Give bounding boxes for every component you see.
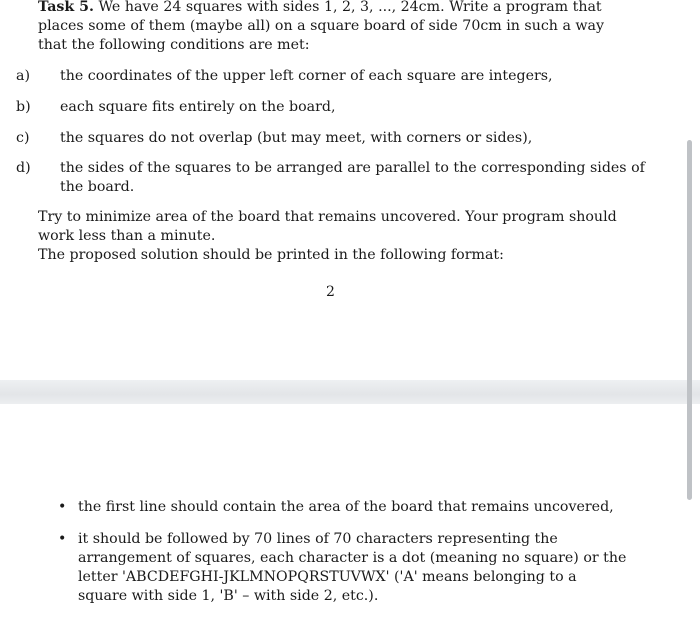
condition-text: each square fits entirely on the board, (60, 99, 336, 115)
bullet-icon: • (58, 531, 67, 547)
condition-b (16, 98, 650, 117)
condition-c (16, 129, 650, 148)
condition-label: d) (16, 160, 31, 176)
format-paragraph: The proposed solution should be printed in the following format: (38, 247, 504, 263)
condition-a (16, 67, 650, 86)
bullet-text: it should be followed by 70 lines of 70 characters representing the arrangement of squares, each character is a dot (meaning no square) or the letter 'ABCDEFGHI-JKLMNOPQRSTUVWX' ('A' means belonging to a square with side 1, 'B' – with side 2, etc.). (78, 531, 627, 604)
instruction-paragraph: Try to minimize area of the board that remains uncovered. Your program should work less than a minute. (38, 209, 617, 244)
condition-text: the coordinates of the upper left corner of each square are integers, (60, 68, 553, 84)
task-statement (38, 0, 628, 55)
page-break-divider (0, 380, 700, 404)
condition-label: b) (16, 99, 31, 115)
bullet-item (58, 530, 628, 606)
condition-text: the squares do not overlap (but may meet, with corners or sides), (60, 130, 533, 146)
bullet-text: the first line should contain the area of the board that remains uncovered, (78, 499, 614, 515)
bullet-item (58, 498, 628, 517)
condition-d (16, 159, 650, 197)
task-intro: We have 24 squares with sides 1, 2, 3, ..., 24cm. Write a program that places some of them (maybe all) on a square board of side 70cm in such a way that the following conditions are met: (38, 0, 605, 53)
task-label: Task 5. (38, 0, 94, 15)
page-number: 2 (326, 284, 335, 300)
condition-label: a) (16, 68, 30, 84)
condition-label: c) (16, 130, 30, 146)
scrollbar[interactable] (687, 140, 692, 500)
condition-text: the sides of the squares to be arranged are parallel to the corresponding sides of the board. (60, 160, 645, 195)
bullet-icon: • (58, 499, 67, 515)
